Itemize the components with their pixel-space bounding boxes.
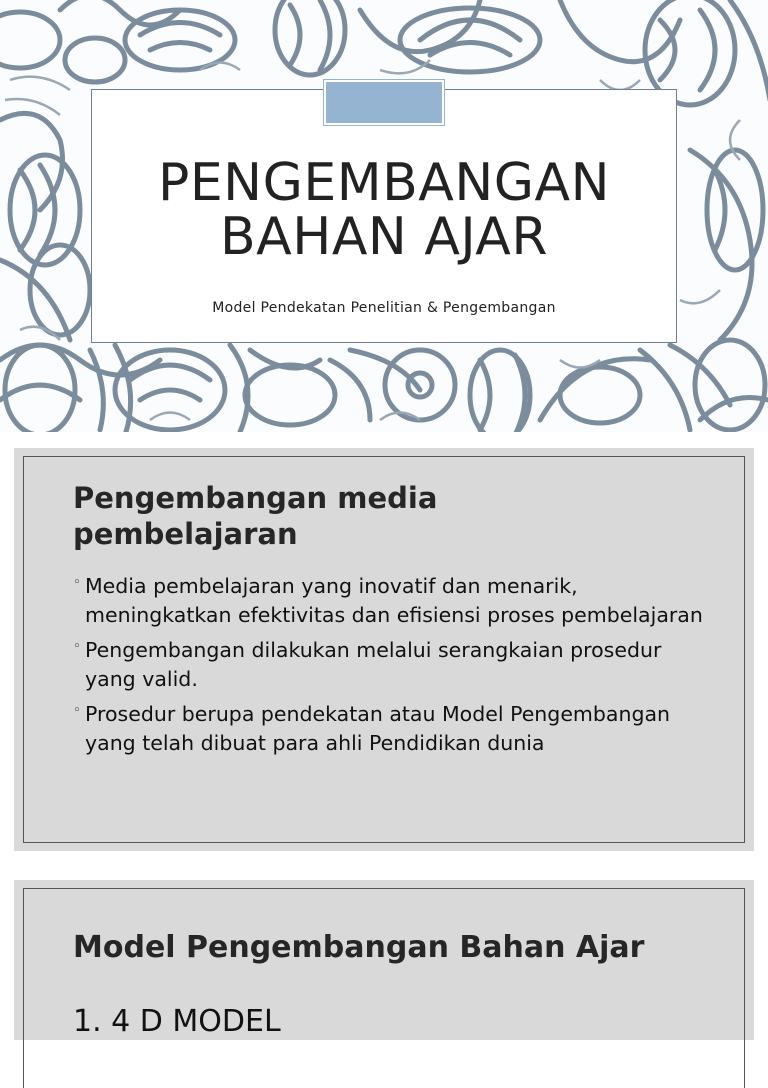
list-item bbox=[73, 700, 713, 758]
heading-line-1: Pengembangan media bbox=[73, 481, 438, 515]
slide-subtitle: Model Pendekatan Penelitian & Pengembangan bbox=[212, 300, 556, 316]
bullet-text: Media pembelajaran yang inovatif dan menarik, meningkatkan efektivitas dan efisiensi proses pembelajaran bbox=[85, 574, 703, 627]
bullet-list bbox=[73, 572, 713, 764]
bullet-mark: ◦ bbox=[73, 575, 81, 590]
list-item bbox=[73, 572, 713, 630]
content-slide-media bbox=[14, 448, 754, 851]
content-slide-models bbox=[14, 880, 754, 1040]
title-line-2: BAHAN AJAR bbox=[219, 207, 549, 267]
title-card bbox=[91, 89, 677, 343]
bullet-mark: ◦ bbox=[73, 639, 81, 654]
list-item: 1. 4 D MODEL bbox=[73, 1004, 281, 1039]
slide-heading: Model Pengembangan Bahan Ajar bbox=[73, 930, 645, 965]
slide-heading bbox=[73, 480, 713, 552]
title-line-1: PENGEMBANGAN bbox=[157, 153, 611, 213]
slide-title bbox=[92, 153, 676, 267]
bullet-mark: ◦ bbox=[73, 703, 81, 718]
title-slide bbox=[0, 0, 768, 432]
slide-frame bbox=[23, 888, 745, 1088]
heading-line-2: pembelajaran bbox=[73, 517, 298, 551]
accent-tab bbox=[324, 80, 444, 125]
list-item bbox=[73, 636, 713, 694]
bullet-text: Pengembangan dilakukan melalui serangkaian prosedur yang valid. bbox=[85, 638, 662, 691]
bullet-text: Prosedur berupa pendekatan atau Model Pengembangan yang telah dibuat para ahli Pendidikan dunia bbox=[85, 702, 671, 755]
